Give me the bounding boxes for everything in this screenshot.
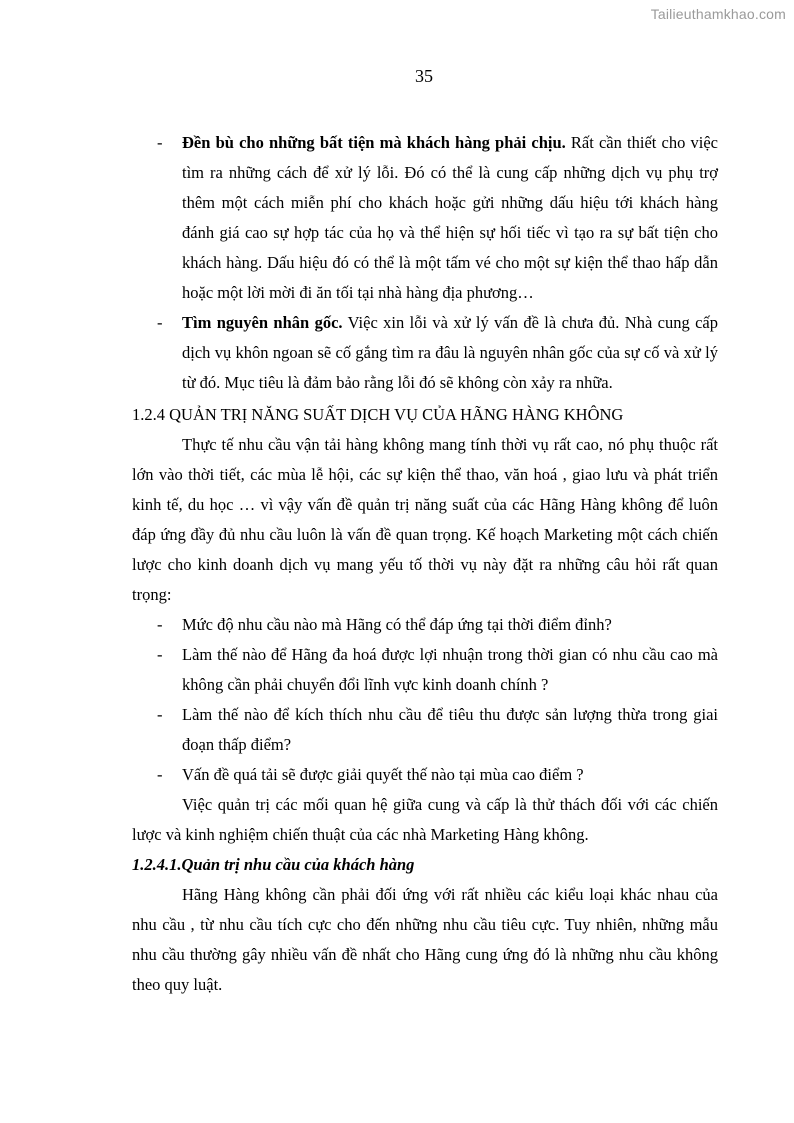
bullet-dash: - (157, 313, 163, 332)
paragraph: Việc quản trị các mối quan hệ giữa cung và cấp là thử thách đối với các chiến lược và kinh nghiệm chiến thuật của các nhà Marketing Hàng không. (132, 795, 718, 844)
bullet-text: Vấn đề quá tải sẽ được giải quyết thế nào tại mùa cao điểm ? (182, 765, 584, 784)
bullet-text: Mức độ nhu cầu nào mà Hãng có thể đáp ứng tại thời điểm đỉnh? (182, 615, 612, 634)
list-item (132, 760, 718, 790)
bullet-bold-lead: Đền bù cho những bất tiện mà khách hàng phải chịu. (182, 133, 566, 152)
watermark: Tailieuthamkhao.com (650, 6, 786, 22)
document-body (132, 128, 718, 1000)
bullet-dash: - (157, 765, 163, 784)
list-item (132, 308, 718, 398)
paragraph: Thực tế nhu cầu vận tải hàng không mang tính thời vụ rất cao, nó phụ thuộc rất lớn vào thời tiết, các mùa lễ hội, các sự kiện thể thao, văn hoá , giao lưu và phát triển kinh tế, du học … vì vậy vấn đề quản trị năng suất của các Hãng Hàng không để luôn đáp ứng đầy đủ nhu cầu luôn là vấn đề quan trọng. Kế hoạch Marketing một cách chiến lược cho kinh doanh dịch vụ mang yếu tố thời vụ này đặt ra những câu hỏi rất quan trọng: (132, 435, 718, 604)
bullet-dash: - (157, 705, 163, 724)
list-item (132, 128, 718, 308)
list-item (132, 640, 718, 700)
bullet-dash: - (157, 645, 163, 664)
bullet-bold-lead: Tìm nguyên nhân gốc. (182, 313, 343, 332)
subsection-heading: 1.2.4.1.Quản trị nhu cầu của khách hàng (132, 855, 415, 874)
bullet-text: Làm thế nào để kích thích nhu cầu để tiêu thu được sản lượng thừa trong giai đoạn thấp điểm? (182, 705, 718, 754)
bullet-dash: - (157, 133, 163, 152)
page-number: 35 (415, 66, 433, 86)
bullet-text: Việc xin lỗi và xử lý vấn đề là chưa đủ. Nhà cung cấp dịch vụ khôn ngoan sẽ cố gắng tìm ra đâu là nguyên nhân gốc của sự cố và xử lý từ đó. Mục tiêu là đảm bảo rằng lỗi đó sẽ không còn xảy ra nhữa. (182, 313, 718, 392)
list-item (132, 610, 718, 640)
section-heading: 1.2.4 QUẢN TRỊ NĂNG SUẤT DỊCH VỤ CỦA HÃNG HÀNG KHÔNG (132, 405, 624, 424)
bullet-text: Rất cần thiết cho việc tìm ra những cách để xử lý lỗi. Đó có thể là cung cấp những dịch vụ phụ trợ thêm một cách miễn phí cho khách hoặc gửi những dấu hiệu tới khách hàng đánh giá cao sự hợp tác của họ và thể hiện sự hối tiếc vì tạo ra sự bất tiện cho khách hàng. Dấu hiệu đó có thể là một tấm vé cho một sự kiện thể thao hấp dẫn hoặc một lời mời đi ăn tối tại nhà hàng địa phương… (182, 133, 718, 302)
list-item (132, 700, 718, 760)
bullet-dash: - (157, 615, 163, 634)
bullet-text: Làm thế nào để Hãng đa hoá được lợi nhuận trong thời gian có nhu cầu cao mà không cần phải chuyển đổi lĩnh vực kinh doanh chính ? (182, 645, 718, 694)
paragraph: Hãng Hàng không cần phải đối ứng với rất nhiều các kiểu loại khác nhau của nhu cầu , từ nhu cầu tích cực cho đến những nhu cầu tiêu cực. Tuy nhiên, những mẫu nhu cầu thường gây nhiều vấn đề nhất cho Hãng cung ứng đó là những nhu cầu không theo quy luật. (132, 885, 718, 994)
